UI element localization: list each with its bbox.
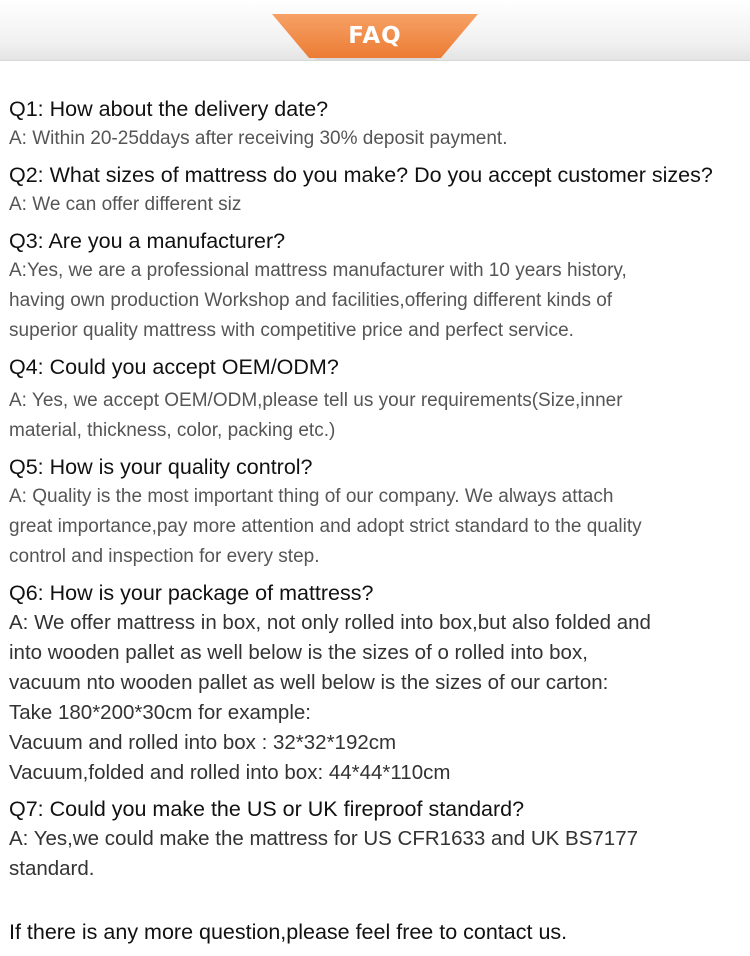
faq-item-1 (9, 94, 744, 154)
faq-item-3 (9, 226, 744, 346)
faq-item-2 (9, 160, 744, 220)
faq-list (9, 94, 744, 884)
question-7: Q7: Could you make the US or UK fireproof standard? (9, 797, 525, 821)
answer-3-line-1: A:Yes, we are a professional mattress manufacturer with 10 years history, (9, 260, 627, 281)
answer-5-line-3: control and inspection for every step. (9, 546, 320, 567)
answer-3-line-2: having own production Workshop and facilities,offering different kinds of (9, 290, 613, 311)
answer-6-line-5: Vacuum and rolled into box : 32*32*192cm (9, 731, 397, 754)
answer-4-line-1: A: Yes, we accept OEM/ODM,please tell us your requirements(Size,inner (9, 390, 623, 411)
answer-5-line-1: A: Quality is the most important thing of our company. We always attach (9, 486, 614, 507)
question-6: Q6: How is your package of mattress? (9, 581, 374, 605)
answer-6-line-2: into wooden pallet as well below is the sizes of o rolled into box, (9, 641, 588, 664)
question-1: Q1: How about the delivery date? (9, 97, 329, 121)
question-3: Q3: Are you a manufacturer? (9, 229, 286, 253)
answer-2-line-1: A: We can offer different siz (9, 194, 242, 215)
answer-7-line-2: standard. (9, 857, 95, 880)
faq-item-6 (9, 578, 744, 788)
faq-item-7 (9, 794, 744, 884)
answer-5-line-2: great importance,pay more attention and adopt strict standard to the quality (9, 516, 642, 537)
answer-3-line-3: superior quality mattress with competitive price and perfect service. (9, 320, 574, 341)
faq-item-5 (9, 452, 744, 572)
contact-note: If there is any more question,please feel free to contact us. (9, 920, 568, 944)
answer-6-line-6: Vacuum,folded and rolled into box: 44*44*110cm (9, 761, 451, 784)
answer-6-line-3: vacuum nto wooden pallet as well below is the sizes of our carton: (9, 671, 609, 694)
faq-item-4 (9, 352, 744, 446)
answer-6-line-4: Take 180*200*30cm for example: (9, 701, 311, 724)
faq-tab-label: FAQ (348, 23, 402, 49)
question-5: Q5: How is your quality control? (9, 455, 313, 479)
answer-1-line-1: A: Within 20-25ddays after receiving 30% deposit payment. (9, 128, 508, 149)
answer-7-line-1: A: Yes,we could make the mattress for US CFR1633 and UK BS7177 (9, 827, 638, 850)
answer-4-line-2: material, thickness, color, packing etc.) (9, 420, 336, 441)
question-4: Q4: Could you accept OEM/ODM? (9, 355, 339, 379)
question-2: Q2: What sizes of mattress do you make? Do you accept customer sizes? (9, 163, 713, 187)
answer-6-line-1: A: We offer mattress in box, not only rolled into box,but also folded and (9, 611, 651, 634)
